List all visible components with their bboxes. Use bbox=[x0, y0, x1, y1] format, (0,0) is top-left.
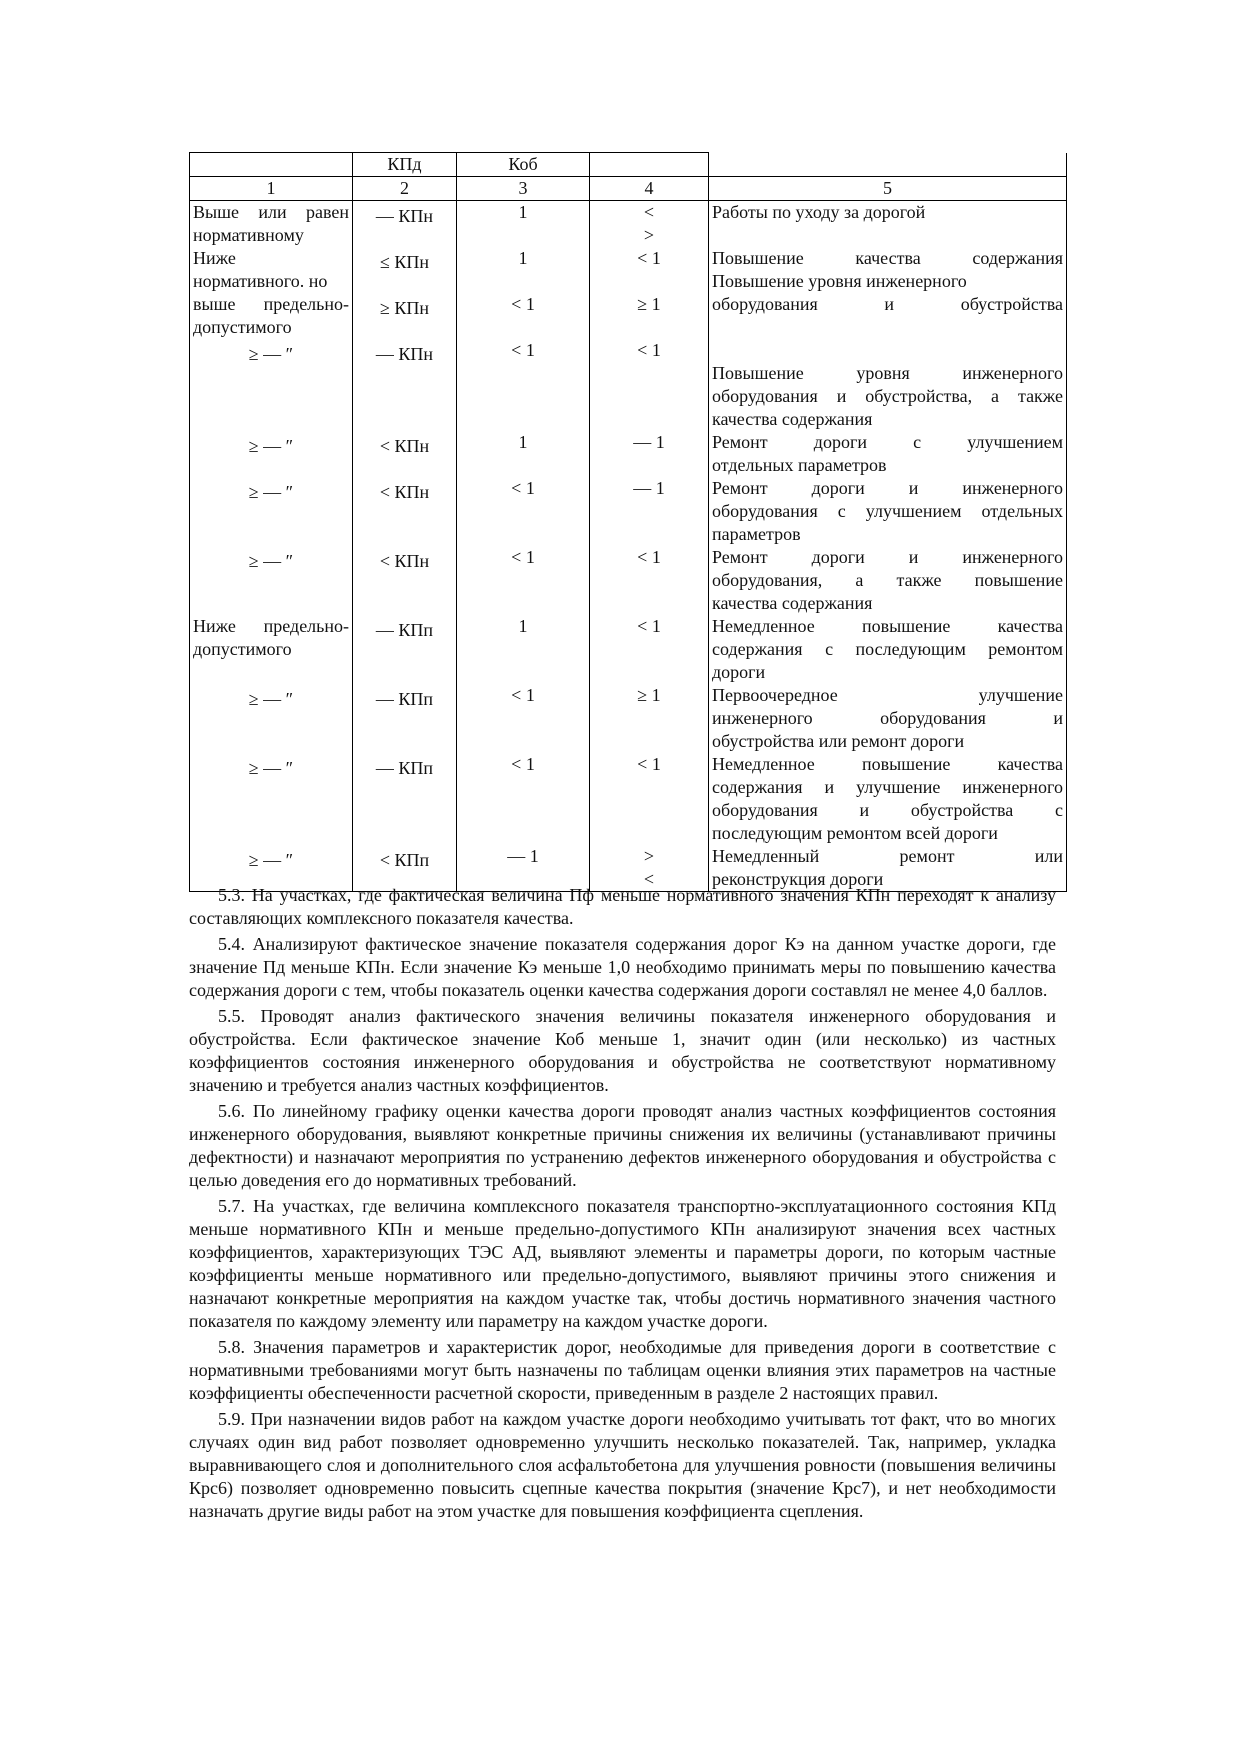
cell-text: ≥ — ″ bbox=[248, 850, 294, 870]
work-type-cell bbox=[709, 477, 1067, 546]
cell-text: оборудования и обустройства с bbox=[712, 800, 1063, 820]
cell-text: оборудования с улучшением отдельных bbox=[712, 501, 1063, 521]
work-type-cell bbox=[709, 615, 1067, 684]
kob-cell bbox=[457, 293, 590, 339]
work-type-cell bbox=[709, 684, 1067, 753]
cell-text: < 1 bbox=[511, 547, 535, 567]
header-num-cell bbox=[590, 177, 709, 201]
cell-text bbox=[193, 153, 349, 176]
cell-text bbox=[712, 339, 1063, 362]
paragraph-5-4: 5.4. Анализируют фактическое значение показателя содержания дорог Кэ на данном участке дороги, где значение Пд меньше КПн. Если значение Кэ меньше 1,0 необходимо принимать меры по повышению качества содержания дороги с тем, чтобы показатель оценки качества содержания дороги составлял не менее 4,0 баллов. bbox=[189, 934, 1056, 1000]
cell-text: < 1 bbox=[637, 616, 661, 636]
cell-text: Работы по уходу за дорогой bbox=[712, 202, 926, 222]
col4-cell bbox=[590, 431, 709, 477]
kob-cell bbox=[457, 247, 590, 293]
work-type-cell bbox=[709, 247, 1067, 293]
cell-text: — 1 bbox=[633, 432, 665, 452]
cell-text: Ремонт дороги и инженерного bbox=[712, 478, 1063, 498]
cell-text: Коб bbox=[508, 154, 538, 174]
cell-text: Выше или равен bbox=[193, 202, 349, 222]
cell-text: качества содержания bbox=[712, 593, 873, 613]
cell-text: ≥ — ″ bbox=[248, 689, 294, 709]
cell-text: ≥ — ″ bbox=[248, 436, 294, 456]
cell-text: > bbox=[643, 225, 655, 245]
cell-text: < КПн bbox=[379, 551, 430, 571]
cell-text: 1 bbox=[518, 202, 528, 222]
cell-text: < 1 bbox=[511, 478, 535, 498]
cell-text bbox=[593, 153, 705, 176]
cell-text: Повышение уровня инженерного bbox=[712, 363, 1063, 383]
cell-text: обустройства или ремонт дороги bbox=[712, 731, 965, 751]
cell-text: < КПп bbox=[379, 850, 430, 870]
kpd-cell bbox=[353, 293, 457, 339]
cell-text: < КПн bbox=[379, 482, 430, 502]
condition-cell bbox=[190, 546, 353, 615]
cell-text: 1 bbox=[266, 178, 276, 198]
cell-text: нормативному bbox=[193, 225, 304, 245]
cell-text: ≥ — ″ bbox=[248, 344, 294, 364]
table-row bbox=[190, 293, 1067, 339]
cell-text: 1 bbox=[518, 432, 528, 452]
table-row bbox=[190, 431, 1067, 477]
col4-cell bbox=[590, 339, 709, 431]
cell-text: 2 bbox=[400, 178, 409, 198]
col4-cell bbox=[590, 201, 709, 248]
cell-text: Первоочередное улучшение bbox=[712, 685, 1063, 705]
cell-text: — 1 bbox=[633, 478, 665, 498]
col4-cell bbox=[590, 615, 709, 684]
cell-text: допустимого bbox=[193, 317, 292, 337]
header-top-cell bbox=[190, 153, 353, 177]
kpd-cell bbox=[353, 753, 457, 845]
cell-text: > bbox=[643, 846, 655, 866]
col4-cell bbox=[590, 477, 709, 546]
header-num-cell bbox=[457, 177, 590, 201]
cell-text: параметров bbox=[712, 524, 801, 544]
header-num-cell bbox=[190, 177, 353, 201]
condition-cell bbox=[190, 431, 353, 477]
cell-text: Ниже предельно- bbox=[193, 616, 349, 636]
cell-text: ≥ — ″ bbox=[248, 758, 294, 778]
cell-text: Немедленный ремонт или bbox=[712, 846, 1063, 866]
cell-text: оборудования, а также повышение bbox=[712, 570, 1063, 590]
cell-text: инженерного оборудования и bbox=[712, 708, 1063, 728]
cell-text: < 1 bbox=[511, 294, 535, 314]
table-row bbox=[190, 615, 1067, 684]
header-num-cell bbox=[709, 177, 1067, 201]
cell-text: < КПн bbox=[379, 436, 430, 456]
cell-text: дороги bbox=[712, 662, 766, 682]
cell-text: < 1 bbox=[511, 754, 535, 774]
col4-cell bbox=[590, 293, 709, 339]
cell-text: 1 bbox=[518, 616, 528, 636]
condition-cell bbox=[190, 339, 353, 431]
kpd-cell bbox=[353, 431, 457, 477]
kpd-cell bbox=[353, 615, 457, 684]
cell-text: < 1 bbox=[511, 340, 535, 360]
cell-text: — КПп bbox=[375, 758, 434, 778]
cell-text: отдельных параметров bbox=[712, 455, 887, 475]
kpd-cell bbox=[353, 546, 457, 615]
cell-text: < 1 bbox=[637, 547, 661, 567]
cell-text: — КПн bbox=[375, 344, 434, 364]
cell-text: последующим ремонтом всей дороги bbox=[712, 823, 998, 843]
condition-cell bbox=[190, 247, 353, 293]
cell-text: — КПп bbox=[375, 620, 434, 640]
cell-text bbox=[712, 316, 1063, 339]
cell-text: ≤ КПн bbox=[379, 252, 430, 272]
cell-text: 3 bbox=[518, 178, 528, 198]
col4-cell bbox=[590, 247, 709, 293]
header-top-cell bbox=[590, 153, 709, 177]
kpd-cell bbox=[353, 339, 457, 431]
condition-cell bbox=[190, 477, 353, 546]
cell-text: — 1 bbox=[507, 846, 539, 866]
cell-text: Ремонт дороги с улучшением bbox=[712, 432, 1063, 452]
paragraph-5-5: 5.5. Проводят анализ фактического значения величины показателя инженерного оборудования и обустройства. Если фактическое значение Коб меньше 1, значит один (или несколько) из частных коэффициентов состояния инженерного оборудования и обустройства не соответствуют нормативному значению и требуется анализ частных коэффициентов. bbox=[189, 1006, 1056, 1095]
cell-text: КПд bbox=[387, 154, 422, 174]
header-num-cell bbox=[353, 177, 457, 201]
cell-text: реконструкция дороги bbox=[712, 869, 884, 889]
work-type-cell bbox=[709, 546, 1067, 615]
cell-text: качества содержания bbox=[712, 409, 873, 429]
header-top-cell bbox=[353, 153, 457, 177]
cell-text: Повышение уровня инженерного bbox=[712, 271, 967, 291]
paragraph-5-8: 5.8. Значения параметров и характеристик дорог, необходимые для приведения дороги в соответствие с нормативными требованиями могут быть назначены по таблицам оценки влияния этих параметров на частные коэффициенты обеспеченности расчетной скорости, приведенным в разделе 2 настоящих правил. bbox=[189, 1337, 1056, 1403]
cell-text: < bbox=[643, 869, 655, 889]
kpd-cell bbox=[353, 201, 457, 248]
cell-text: < bbox=[643, 202, 655, 222]
paragraph-5-7: 5.7. На участках, где величина комплексного показателя транспортно-эксплуатационного состояния КПд меньше нормативного КПн и меньше предельно-допустимого КПн анализируют значения всех частных коэффициентов, характеризующих ТЭС АД, выявляют элементы и параметры дороги, по которым частные коэффициенты меньше нормативного или предельно-допустимого, выявляют причины этого снижения и назначают конкретные мероприятия на каждом участке так, чтобы достичь нормативного значения частного показателя по каждому элементу или параметру на каждом участке дороги. bbox=[189, 1196, 1056, 1331]
cell-text: < 1 bbox=[637, 340, 661, 360]
work-type-cell bbox=[709, 201, 1067, 248]
kpd-cell bbox=[353, 247, 457, 293]
kob-cell bbox=[457, 753, 590, 845]
cell-text: допустимого bbox=[193, 639, 292, 659]
cell-text: ≥ — ″ bbox=[248, 551, 294, 571]
paragraph-5-3: 5.3. На участках, где фактическая величина Пф меньше нормативного значения КПн переходят к анализу составляющих комплексного показателя качества. bbox=[189, 885, 1056, 928]
col4-cell bbox=[590, 753, 709, 845]
col4-cell bbox=[590, 546, 709, 615]
cell-text: — КПп bbox=[375, 689, 434, 709]
cell-text: < 1 bbox=[511, 685, 535, 705]
table-row bbox=[190, 546, 1067, 615]
work-type-cell bbox=[709, 293, 1067, 339]
body-text bbox=[189, 884, 1056, 1526]
condition-cell bbox=[190, 293, 353, 339]
cell-text: Немедленное повышение качества bbox=[712, 616, 1063, 636]
cell-text: Ремонт дороги и инженерного bbox=[712, 547, 1063, 567]
cell-text: Повышение качества содержания bbox=[712, 248, 1063, 268]
work-type-cell bbox=[709, 431, 1067, 477]
work-type-cell bbox=[709, 339, 1067, 431]
work-types-table bbox=[189, 152, 1067, 892]
cell-text: ≥ — ″ bbox=[248, 482, 294, 502]
cell-text: ≥ 1 bbox=[637, 294, 661, 314]
cell-text: — КПн bbox=[375, 206, 434, 226]
cell-text: Немедленное повышение качества bbox=[712, 754, 1063, 774]
condition-cell bbox=[190, 753, 353, 845]
cell-text: ≥ 1 bbox=[637, 685, 661, 705]
condition-cell bbox=[190, 684, 353, 753]
kob-cell bbox=[457, 615, 590, 684]
condition-cell bbox=[190, 201, 353, 248]
table-row bbox=[190, 247, 1067, 293]
kob-cell bbox=[457, 477, 590, 546]
kob-cell bbox=[457, 684, 590, 753]
table-row bbox=[190, 339, 1067, 431]
cell-text: < 1 bbox=[637, 248, 661, 268]
work-type-cell bbox=[709, 753, 1067, 845]
paragraph-5-9: 5.9. При назначении видов работ на каждом участке дороги необходимо учитывать тот факт, что во многих случаях один вид работ позволяет одновременно улучшить несколько показателей. Так, например, укладка выравнивающего слоя и дополнительного слоя асфальтобетона для улучшения ровности (повышения величины Крс6) позволяет одновременно повысить сцепные качества покрытия (значение Крс7), и нет необходимости назначать другие виды работ на этом участке для повышения коэффициента сцепления. bbox=[189, 1409, 1056, 1521]
kob-cell bbox=[457, 546, 590, 615]
cell-text: Ниже bbox=[193, 248, 236, 268]
col4-cell bbox=[590, 684, 709, 753]
cell-text: содержания и улучшение инженерного bbox=[712, 777, 1063, 797]
table-row bbox=[190, 684, 1067, 753]
kob-cell bbox=[457, 201, 590, 248]
header-top-cell bbox=[457, 153, 590, 177]
cell-text: 4 bbox=[644, 178, 654, 198]
paragraph-5-6: 5.6. По линейному графику оценки качества дороги проводят анализ частных коэффициентов состояния инженерного оборудования, выявляют конкретные причины снижения их величины (устанавливают причины дефектности) и назначают мероприятия по устранению дефектов инженерного оборудования и обустройства с целью доведения его до нормативных требований. bbox=[189, 1101, 1056, 1190]
cell-text: нормативного. но bbox=[193, 271, 328, 291]
kpd-cell bbox=[353, 684, 457, 753]
cell-text: оборудования и обустройства, а также bbox=[712, 386, 1063, 406]
kob-cell bbox=[457, 431, 590, 477]
table-row bbox=[190, 753, 1067, 845]
cell-text: < 1 bbox=[637, 754, 661, 774]
kpd-cell bbox=[353, 477, 457, 546]
table-row bbox=[190, 477, 1067, 546]
cell-text: выше предельно- bbox=[193, 294, 349, 314]
cell-text: 5 bbox=[883, 178, 892, 198]
cell-text: 1 bbox=[518, 248, 528, 268]
cell-text: оборудования и обустройства bbox=[712, 294, 1063, 314]
condition-cell bbox=[190, 615, 353, 684]
table-row bbox=[190, 201, 1067, 248]
header-top-cell bbox=[709, 153, 1067, 177]
cell-text: ≥ КПн bbox=[379, 298, 430, 318]
cell-text bbox=[712, 153, 1063, 176]
kob-cell bbox=[457, 339, 590, 431]
cell-text: содержания с последующим ремонтом bbox=[712, 639, 1063, 659]
